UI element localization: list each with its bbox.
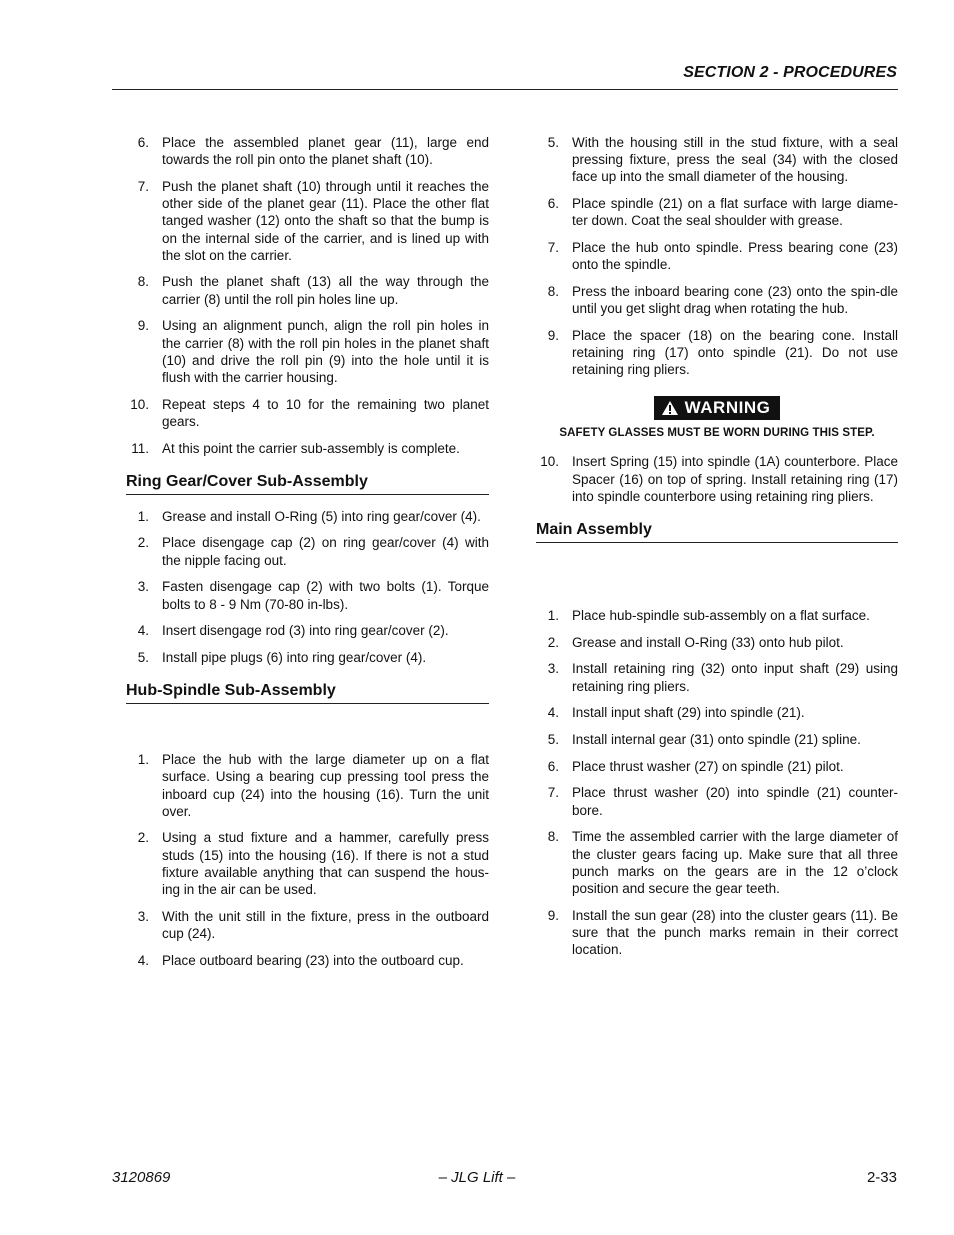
list-item xyxy=(126,396,489,430)
step-number: 2. xyxy=(137,830,149,846)
section-title: SECTION 2 - PROCEDURES xyxy=(683,64,897,81)
list-item xyxy=(536,327,898,379)
list-item xyxy=(536,239,898,273)
list-item xyxy=(536,731,898,748)
step-text: With the housing still in the stud fixture, with a seal pressing fixture, press the seal (34) with the closed face up into the small diameter of the housing. xyxy=(572,135,898,185)
left-column xyxy=(126,134,489,978)
step-number: 3. xyxy=(547,661,559,677)
step-text: Install internal gear (31) onto spindle (21) spline. xyxy=(572,732,861,748)
step-text: Push the planet shaft (10) through until it reaches the other side of the planet gear (11). Place the other flat tanged washer (12) onto the shaft so that the bump is on the internal side of the carrier, and is lined up with the slot on the carrier. xyxy=(162,178,489,263)
step-number: 1. xyxy=(137,508,149,524)
step-text: Place the hub onto spindle. Press bearing cone (23) onto the spindle. xyxy=(572,240,898,273)
list-item xyxy=(126,273,489,307)
step-number: 1. xyxy=(137,752,149,768)
footer-publisher: – JLG Lift – xyxy=(438,1169,516,1186)
step-number: 4. xyxy=(547,705,559,721)
right-column xyxy=(536,134,898,968)
step-text: Press the inboard bearing cone (23) onto the spin-dle until you get slight drag when rotating the hub. xyxy=(572,283,898,317)
step-number: 7. xyxy=(547,240,559,256)
step-text: Grease and install O-Ring (5) into ring gear/cover (4). xyxy=(162,508,481,524)
step-text: Insert Spring (15) into spindle (1A) counterbore. Place Spacer (16) on top of spring. Install retaining ring (17) into spindle counterbore using retaining ring pliers. xyxy=(572,454,898,504)
list-item xyxy=(126,134,489,168)
step-number: 10. xyxy=(130,396,149,412)
step-number: 2. xyxy=(137,535,149,551)
carrier-steps-list xyxy=(126,134,489,457)
post-warning-steps-list xyxy=(536,453,898,505)
step-text: Install input shaft (29) into spindle (21). xyxy=(572,705,805,721)
list-item xyxy=(126,508,489,525)
step-number: 7. xyxy=(137,178,149,194)
main-assembly-heading: Main Assembly xyxy=(536,521,898,543)
hub-spindle-steps-continued-list xyxy=(536,134,898,378)
step-text: Repeat steps 4 to 10 for the remaining two planet gears. xyxy=(162,396,489,429)
step-text: Install pipe plugs (6) into ring gear/cover (4). xyxy=(162,649,427,665)
list-item xyxy=(536,453,898,505)
footer-page-number: 2-33 xyxy=(866,1169,897,1186)
step-number: 3. xyxy=(137,579,149,595)
step-text: Install the sun gear (28) into the cluster gears (11). Be sure that the punch marks remain in their correct location. xyxy=(572,907,898,958)
step-number: 4. xyxy=(137,952,149,968)
step-number: 9. xyxy=(547,327,559,343)
step-number: 9. xyxy=(137,318,149,334)
step-text: Place thrust washer (27) on spindle (21) pilot. xyxy=(572,758,844,774)
list-item xyxy=(126,534,489,568)
step-number: 11. xyxy=(131,440,149,456)
list-item xyxy=(536,828,898,897)
step-text: Using a stud fixture and a hammer, carefully press studs (15) into the housing (16). If there is not a stud fixture available anything that can suspend the hous-ing in the air can be used. xyxy=(162,830,489,898)
step-text: Place the spacer (18) on the bearing cone. Install retaining ring (17) onto spindle (21). Do not use retaining ring pliers. xyxy=(572,327,898,378)
step-number: 10. xyxy=(540,454,559,470)
list-item xyxy=(536,758,898,775)
footer-doc-number: 3120869 xyxy=(112,1169,171,1186)
step-number: 1. xyxy=(547,608,559,624)
step-text: Push the planet shaft (13) all the way through the carrier (8) until the roll pin holes line up. xyxy=(162,274,489,307)
list-item xyxy=(126,649,489,666)
list-item xyxy=(126,178,489,264)
list-item xyxy=(126,908,489,942)
list-item xyxy=(536,634,898,651)
list-item xyxy=(536,660,898,694)
step-number: 4. xyxy=(137,623,149,639)
ring-gear-steps-list xyxy=(126,508,489,666)
step-text: With the unit still in the fixture, press in the outboard cup (24). xyxy=(162,908,489,941)
list-item xyxy=(126,622,489,639)
step-number: 9. xyxy=(547,907,559,923)
step-number: 5. xyxy=(137,649,149,665)
main-assembly-steps-list xyxy=(536,607,898,958)
step-number: 6. xyxy=(547,758,559,774)
list-item xyxy=(536,704,898,721)
warning-block xyxy=(536,396,898,439)
step-number: 5. xyxy=(547,732,559,748)
step-text: Place hub-spindle sub-assembly on a flat surface. xyxy=(572,608,870,624)
list-item xyxy=(126,317,489,386)
step-text: Place disengage cap (2) on ring gear/cover (4) with the nipple facing out. xyxy=(162,535,489,568)
step-text: Fasten disengage cap (2) with two bolts (1). Torque bolts to 8 - 9 Nm (70-80 in-lbs). xyxy=(162,579,489,612)
list-item xyxy=(126,440,489,457)
step-number: 8. xyxy=(137,274,149,290)
step-number: 8. xyxy=(547,283,559,299)
step-number: 2. xyxy=(547,634,559,650)
ring-gear-heading: Ring Gear/Cover Sub-Assembly xyxy=(126,473,489,495)
step-text: Place thrust washer (20) into spindle (21) counter-bore. xyxy=(572,785,898,818)
step-text: Place spindle (21) on a flat surface with large diame-ter down. Coat the seal shoulder with grease. xyxy=(572,196,898,229)
hub-spindle-steps-list xyxy=(126,751,489,969)
list-item xyxy=(536,195,898,229)
warning-badge xyxy=(654,396,781,420)
list-item xyxy=(536,907,898,959)
warning-triangle-icon xyxy=(661,400,679,416)
step-number: 6. xyxy=(547,196,559,212)
step-text: Time the assembled carrier with the large diameter of the cluster gears facing up. Make sure that all three punch marks on the gears are in the 12 o’clock position and secure the gear teeth. xyxy=(572,829,898,896)
header-rule xyxy=(112,89,898,90)
step-text: Grease and install O-Ring (33) onto hub pilot. xyxy=(572,634,844,650)
step-number: 7. xyxy=(547,785,559,801)
step-text: At this point the carrier sub-assembly is complete. xyxy=(162,440,460,456)
warning-text: SAFETY GLASSES MUST BE WORN DURING THIS STEP. xyxy=(559,427,875,440)
list-item xyxy=(536,607,898,624)
list-item xyxy=(536,134,898,186)
step-text: Insert disengage rod (3) into ring gear/cover (2). xyxy=(162,623,449,639)
list-item xyxy=(126,952,489,969)
step-number: 8. xyxy=(547,829,559,845)
step-text: Install retaining ring (32) onto input shaft (29) using retaining ring pliers. xyxy=(572,661,898,694)
step-text: Place outboard bearing (23) into the outboard cup. xyxy=(162,952,464,968)
list-item xyxy=(126,829,489,898)
list-item xyxy=(536,283,898,317)
list-item xyxy=(126,751,489,820)
step-text: Place the assembled planet gear (11), large end towards the roll pin onto the planet shaft (10). xyxy=(162,135,489,168)
step-text: Using an alignment punch, align the roll pin holes in the carrier (8) with the roll pin holes in the planet shaft (10) and drive the roll pin (9) into the hole until it is flush with the carrier housing. xyxy=(162,318,489,385)
warning-label: WARNING xyxy=(684,398,771,418)
list-item xyxy=(126,578,489,612)
step-text: Place the hub with the large diameter up on a flat surface. Using a bearing cup pressing tool press the inboard cup (24) into the housing (16). Turn the unit over. xyxy=(162,752,489,819)
list-item xyxy=(536,784,898,818)
step-number: 3. xyxy=(137,908,149,924)
hub-spindle-heading: Hub-Spindle Sub-Assembly xyxy=(126,682,489,704)
step-number: 5. xyxy=(547,135,559,150)
step-number: 6. xyxy=(137,135,149,150)
